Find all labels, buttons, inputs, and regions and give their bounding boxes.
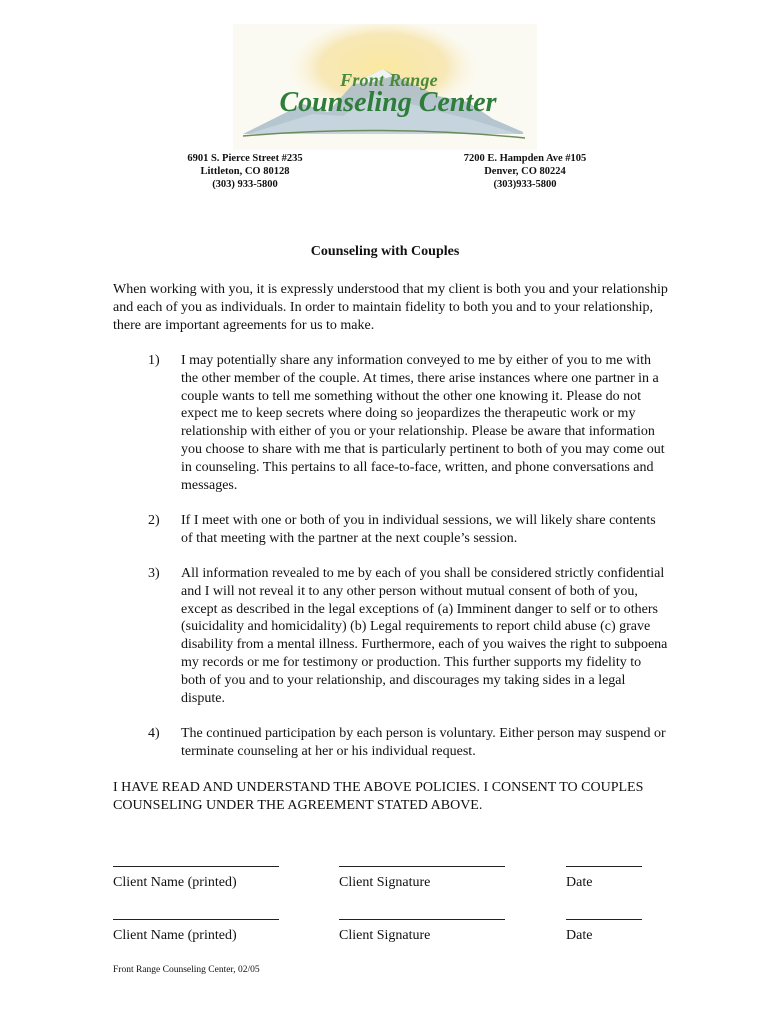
list-item-text: All information revealed to me by each of you shall be considered strictly confidential and I will not reveal it to any other person without mutual consent of both of you, except as described in the legal exceptions of (a) Imminent danger to self or to others (suicidality and homicidality) (b) Legal requirements to report child abuse (c) grave disability from a mental illness. Furthermore, each of you waives the right to subpoena my records or me for testimony or production. This further supports my fidelity to both of you and to your relationship, and discourages my taking sides in a legal dispute. — [181, 565, 668, 706]
list-item-text: I may potentially share any information conveyed to me by either of you to me with the other member of the couple. At times, there arise instances where one partner in a couple wants to tell me something without the other one knowing it. Please do not expect me to keep secrets where doing so jeopardizes the therapeutic work or my relationship with either of you or your relationship. Please be aware that information you choose to share with me that is particularly pertinent to both of you may come out in counseling. This pertains to all face-to-face, written, and phone conversations and messages. — [181, 353, 665, 493]
list-item — [148, 725, 668, 761]
client-signature-label: Client Signature — [339, 928, 431, 943]
address-littleton — [160, 152, 330, 191]
list-item-text: The continued participation by each person is voluntary. Either person may suspend or terminate counseling at her or his individual request. — [181, 725, 666, 759]
document-title: Counseling with Couples — [310, 244, 460, 259]
list-item — [148, 565, 668, 707]
list-item-number: 1) — [148, 353, 160, 368]
list-item — [148, 512, 668, 548]
client-name-label: Client Name (printed) — [113, 875, 237, 890]
client-name-line[interactable] — [113, 866, 279, 867]
client-signature-line[interactable] — [339, 866, 505, 867]
list-item-number: 2) — [148, 512, 160, 528]
address-line: 7200 E. Hampden Ave #105 — [463, 153, 587, 164]
consent-statement: I HAVE READ AND UNDERSTAND THE ABOVE POLICIES. I CONSENT TO COUPLES COUNSELING UNDER THE AGREEMENT STATED ABOVE. — [113, 780, 644, 813]
logo-text-counseling-center: Counseling Center — [279, 87, 497, 118]
agreement-list — [148, 352, 668, 778]
logo-text-front-range: Front Range — [340, 70, 438, 90]
address-denver — [430, 152, 620, 191]
client-signature-line[interactable] — [339, 919, 505, 920]
address-phone: (303) 933-5800 — [212, 179, 278, 190]
date-line[interactable] — [566, 866, 642, 867]
list-item-text: If I meet with one or both of you in individual sessions, we will likely share contents of that meeting with the partner at the next couple’s session. — [181, 512, 656, 546]
date-label: Date — [566, 928, 593, 943]
date-line[interactable] — [566, 919, 642, 920]
footer-note: Front Range Counseling Center, 02/05 — [113, 965, 260, 975]
list-item — [148, 352, 668, 494]
client-name-label: Client Name (printed) — [113, 928, 237, 943]
list-item-number: 3) — [148, 565, 160, 581]
address-line: Denver, CO 80224 — [484, 166, 566, 177]
intro-paragraph: When working with you, it is expressly understood that my client is both you and your relationship and each of you as individuals. In order to maintain fidelity to both you and to your relationship, there are important agreements for us to make. — [113, 282, 668, 333]
address-phone: (303)933-5800 — [493, 179, 557, 190]
date-label: Date — [566, 875, 593, 890]
client-signature-label: Client Signature — [339, 875, 431, 890]
address-line: Littleton, CO 80128 — [200, 166, 290, 177]
address-line: 6901 S. Pierce Street #235 — [187, 153, 303, 164]
client-name-line[interactable] — [113, 919, 279, 920]
logo — [233, 24, 537, 150]
list-item-number: 4) — [148, 725, 160, 741]
